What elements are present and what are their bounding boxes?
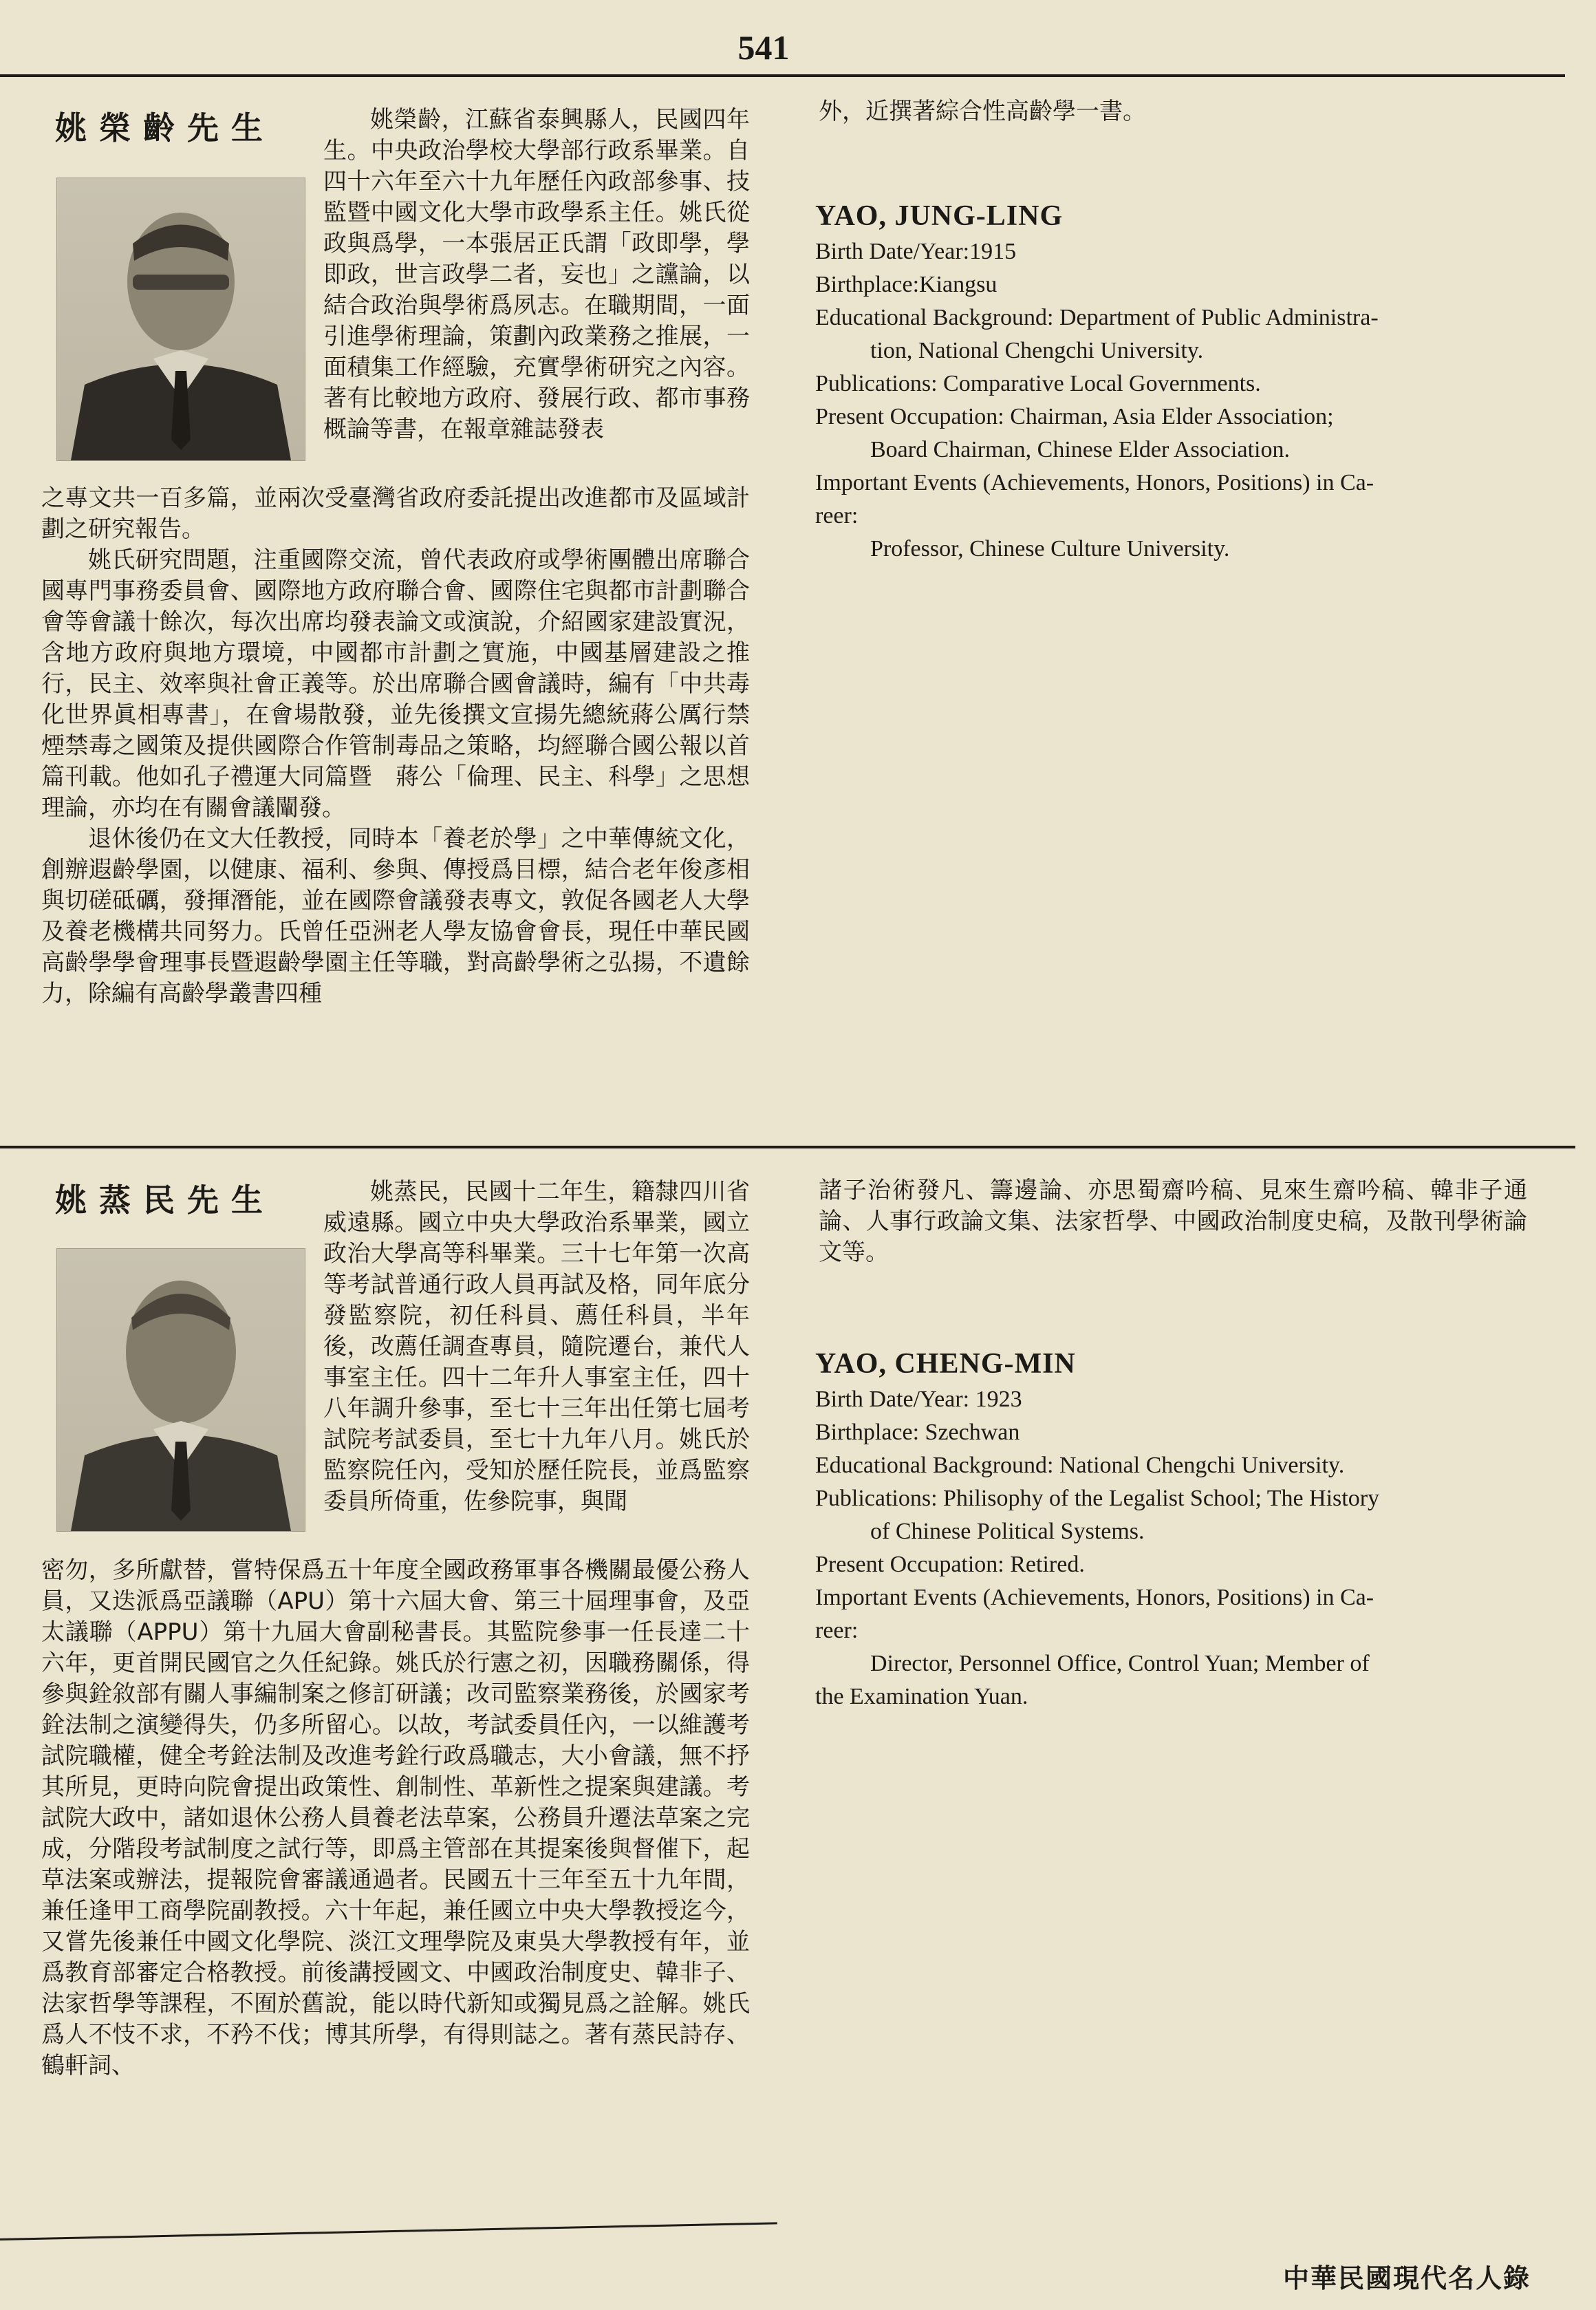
cjk-bio-paragraph: 退休後仍在文大任教授，同時本「養老於學」之中華傳統文化，創辦遐齡學園，以健康、福利、參與、傳授爲目標，結合老年俊彥相與切磋砥礪，發揮潛能，並在國際會議發表專文，敦促各國老人大學及養老機構共同努力。氏曾任亞洲老人學友協會會長，現任中華民國高齡學學會理事長暨遐齡學園主任等職，對高齡學術之弘揚，不遺餘力，除編有高齡學叢書四種	[41, 825, 750, 1007]
cjk-bio-top	[323, 1177, 750, 1517]
book-title-footer: 中華民國現代名人錄	[1282, 2263, 1531, 2293]
cjk-bio-continued	[819, 1175, 1527, 1268]
important-events-cont: reer:	[815, 503, 859, 528]
portrait-photo	[56, 1248, 305, 1532]
cjk-bio-paragraph: 姚蒸民，民國十二年生，籍隸四川省威遠縣。國立中央大學政治系畢業，國立政治大學高等科畢業。三十七年第一次高等考試普通行政人員再試及格，同年底分發監察院，初任科員、薦任科員，半年後，改薦任調查專員，隨院遷台，兼代人事室主任。四十二年升人事室主任，四十八年調升參事，至七十三年出任第七屆考試院考試委員，至七十九年八月。姚氏於監察院任內，受知於歷任院長，並爲監察委員所倚重，佐參院事，與聞	[323, 1178, 750, 1515]
occupation: Present Occupation: Chairman, Asia Elder Association;	[815, 404, 1334, 429]
important-events: Important Events (Achievements, Honors, Positions) in Ca-	[815, 470, 1374, 495]
education: Educational Background: Department of Public Administra-	[815, 305, 1379, 330]
cjk-bio-paragraph: 姚榮齡，江蘇省泰興縣人，民國四年生。中央政治學校大學部行政系畢業。自四十六年至六十九年歷任內政部參事、技監暨中國文化大學市政學系主任。姚氏從政與爲學，一本張居正氏謂「政即學，學即政，世言政學二者，妄也」之讜論，以結合政治與學術爲夙志。在職期間，一面引進學術理論，策劃內政業務之推展，一面積集工作經驗，充實學術研究之內容。著有比較地方政府、發展行政、都市事務概論等書，在報章雜誌發表	[323, 106, 750, 443]
important-events-cont: reer:	[815, 1618, 859, 1643]
education-cont: tion, National Chengchi University.	[870, 338, 1204, 363]
important-events-detail: Professor, Chinese Culture University.	[870, 536, 1230, 562]
birth-date: Birth Date/Year:1915	[815, 239, 1017, 264]
portrait-figure	[57, 178, 305, 460]
entry-header: 姚蒸民先生	[55, 1181, 275, 1219]
publications-cont: of Chinese Political Systems.	[870, 1519, 1145, 1544]
publications: Publications: Comparative Local Governments.	[815, 371, 1261, 396]
cjk-bio-continued	[819, 96, 1527, 127]
english-summary	[815, 1347, 1520, 1713]
portrait-figure	[57, 1249, 305, 1531]
birth-date: Birth Date/Year: 1923	[815, 1387, 1022, 1412]
english-name: YAO, CHENG-MIN	[815, 1348, 1076, 1380]
entry-yao-cheng-min	[0, 1148, 1596, 2242]
entry-header: 姚榮齡先生	[55, 109, 275, 147]
cjk-bio-bottom	[41, 483, 750, 1009]
cjk-bio-paragraph: 姚氏研究問題，注重國際交流，曾代表政府或學術團體出席聯合國專門事務委員會、國際地方政府聯合會、國際住宅與都市計劃聯合會等會議十餘次，每次出席均發表論文或演說，介紹國家建設實況，含地方政府與地方環境，中國都市計劃之實施，中國基層建設之推行，民主、效率與社會正義等。於出席聯合國會議時，編有「中共毒化世界眞相專書」，在會場散發，並先後撰文宣揚先總統蔣公厲行禁煙禁毒之國策及提供國際合作管制毒品之策略，均經聯合國公報以首篇刊載。他如孔子禮運大同篇暨 蔣公「倫理、民主、科學」之思想理論，亦均在有關會議闡發。	[41, 546, 750, 822]
cjk-bio-top	[323, 105, 750, 445]
portrait-photo	[56, 178, 305, 461]
cjk-bio-paragraph: 密勿，多所獻替，嘗特保爲五十年度全國政務軍事各機關最優公務人員，又迭派爲亞議聯（APU）第十六屆大會、第三十屆理事會，及亞太議聯（APPU）第十九屆大會副秘書長。其監院參事一任長達二十六年，更首開民國官之久任紀錄。姚氏於行憲之初，因職務關係，得參與銓敘部有關人事編制案之修訂研議；改司監察業務後，於國家考銓法制之演變得失，仍多所留心。以故，考試委員任內，一以維護考試院職權，健全考銓法制及改進考銓行政爲職志，大小會議，無不抒其所見，更時向院會提出政策性、創制性、革新性之提案與建議。考試院大政中，諸如退休公務人員養老法草案，公務員升遷法草案之完成，分階段考試制度之試行等，即爲主管部在其提案後與督催下，起草法案或辦法，提報院會審議通過者。民國五十三年至五十九年間，兼任逢甲工商學院副教授。六十年起，兼任國立中央大學教授迄今，又嘗先後兼任中國文化學院、淡江文理學院及東吳大學教授有年，並爲教育部審定合格教授。前後講授國文、中國政治制度史、韓非子、法家哲學等課程，不囿於舊說，能以時代新知或獨見爲之詮解。姚氏爲人不忮不求，不矜不伐；博其所學，有得則誌之。著有蒸民詩存、鶴軒詞、	[41, 1557, 750, 2079]
cjk-bio-bottom	[41, 1555, 750, 2082]
occupation-cont: Board Chairman, Chinese Elder Association.	[870, 437, 1290, 462]
cjk-bio-paragraph: 外，近撰著綜合性高齡學一書。	[819, 98, 1146, 125]
occupation: Present Occupation: Retired.	[815, 1552, 1085, 1577]
english-summary	[815, 200, 1520, 566]
cjk-bio-paragraph: 諸子治術發凡、籌邊論、亦思蜀齋吟稿、見來生齋吟稿、韓非子通論、人事行政論文集、法家哲學、中國政治制度史稿，及散刊學術論文等。	[819, 1177, 1527, 1266]
publications: Publications: Philisophy of the Legalist School; The History	[815, 1486, 1380, 1511]
important-events: Important Events (Achievements, Honors, Positions) in Ca-	[815, 1585, 1374, 1610]
entry-yao-jung-ling	[0, 76, 1596, 1146]
important-events-detail-cont: the Examination Yuan.	[815, 1684, 1028, 1709]
cjk-bio-paragraph: 之專文共一百多篇，並兩次受臺灣省政府委託提出改進都市及區域計劃之研究報告。	[41, 484, 750, 543]
birthplace: Birthplace: Szechwan	[815, 1420, 1020, 1445]
birthplace: Birthplace:Kiangsu	[815, 272, 998, 297]
education: Educational Background: National Chengchi University.	[815, 1453, 1345, 1478]
english-name: YAO, JUNG-LING	[815, 200, 1064, 232]
important-events-detail: Director, Personnel Office, Control Yuan; Member of	[870, 1651, 1370, 1676]
page-number: 541	[737, 28, 790, 67]
